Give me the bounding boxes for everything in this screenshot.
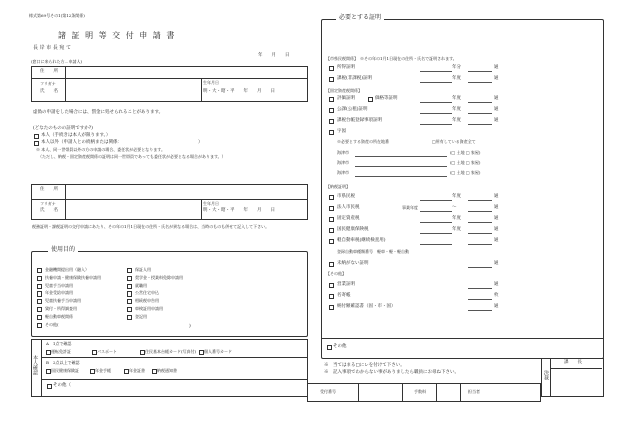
cert-count-label: 通 [494, 118, 499, 123]
cert-count-field[interactable] [468, 124, 492, 125]
usage-checkbox[interactable] [37, 315, 42, 320]
lot-address-field[interactable] [355, 156, 447, 157]
cert-count-field[interactable] [468, 310, 492, 311]
cert-label: 未納がない証明 [337, 261, 369, 266]
cert-count-field[interactable] [468, 233, 492, 234]
identity-other-checkbox[interactable] [47, 384, 52, 389]
cert-checkbox[interactable] [329, 108, 334, 113]
cert-label: 評価証明 [337, 96, 355, 101]
identity-a-option-label: 住民基本台帳カード(写真付) [145, 349, 197, 354]
cert-year-field[interactable] [420, 102, 452, 103]
cert-unit-label: 年度 [452, 118, 461, 123]
applicant-address-label: 住 所 [40, 69, 58, 74]
usage-other-close: ) [189, 324, 191, 329]
cert-checkbox[interactable] [329, 195, 334, 200]
applicant-table [31, 66, 308, 102]
cert-checkbox[interactable] [329, 262, 334, 267]
identity-b-label: B 2点以上で確認 [46, 360, 80, 365]
receipt-number-label: 受付番号 [320, 389, 336, 394]
usage-option-label: 公営住宅申込 [135, 290, 159, 296]
map-label: 字図 [337, 129, 346, 134]
usage-option-label: 児童扶養手当申請用 [45, 298, 81, 304]
cert-year-field[interactable] [420, 71, 452, 72]
subject-dob-value[interactable]: 明・大・昭・平 年 月 日 [203, 208, 275, 213]
cert-label: 課税台帳登録事項証明 [337, 118, 382, 123]
cert-unit-label: 年度 [452, 216, 461, 221]
target-other-checkbox[interactable] [34, 141, 39, 146]
subject-name-label: 氏 名 [40, 208, 58, 213]
usage-checkbox[interactable] [37, 307, 42, 312]
identity-side-label: 本人確認 [32, 355, 38, 375]
cert-count-label: 通 [494, 96, 499, 101]
cert-unit-label: 年度 [452, 96, 461, 101]
cert-count-label: 通 [494, 107, 499, 112]
usage-option-label: 就職用 [135, 282, 147, 288]
cert-year-field[interactable] [420, 233, 452, 234]
cert-checkbox[interactable] [329, 66, 334, 71]
map-note: ※必要とする資産の所在地番 [337, 139, 389, 144]
proxy-note-2: （ただし、納税・固定資産税関係の証明は同一世帯員であっても委任状が必要となる場合があります。） [38, 154, 226, 159]
target-question: (どなたのものの証明ですか?) [33, 126, 93, 131]
cert-count-field[interactable] [468, 102, 492, 103]
usage-option-label: 奨学金・授業料免除申請用 [135, 274, 183, 280]
applicant-furigana-label: フリガナ [40, 81, 56, 86]
usage-checkbox[interactable] [127, 276, 132, 281]
cert-sub-label: 価格等証明 [375, 96, 398, 101]
usage-checkbox[interactable] [127, 299, 132, 304]
cert-label: 法人市民税 [337, 205, 360, 210]
usage-purpose-title: 使用目的 [48, 247, 78, 253]
cert-checkbox[interactable] [329, 97, 334, 102]
cert-unit-label: 年度 [452, 227, 461, 232]
subject-dob-label: 生年月日 [203, 201, 219, 206]
cert-count-label: 通 [494, 65, 499, 70]
identity-a-label: A 1点で確認 [46, 341, 72, 346]
other-cert-label: その他 [333, 344, 347, 349]
kei-vehicle-label: 登録自動車種類番号 軽車・軽・軽自動 [337, 249, 409, 254]
subject-furigana-label: フリガナ [40, 201, 56, 206]
cert-label: 納付額確認書（固・市・国） [337, 304, 396, 309]
approval-label: 決裁 [543, 370, 549, 380]
asset-section-head: 【固定資産税関係】 [326, 88, 362, 93]
cert-year-field[interactable] [420, 244, 452, 245]
required-cert-title: 必要とする証明 [336, 15, 384, 21]
cert-count-label: 通 [494, 216, 499, 221]
lot-address-field[interactable] [355, 166, 447, 167]
cert-checkbox[interactable] [329, 283, 334, 288]
cert-year-field[interactable] [420, 211, 452, 212]
identity-other-label: その他（ [53, 383, 71, 388]
chief-label: 課 長 [564, 360, 582, 365]
cert-checkbox[interactable] [329, 119, 334, 124]
usage-option-label: 車検証用申請用 [135, 306, 163, 311]
usage-checkbox[interactable] [127, 291, 132, 296]
form-number: 様式第69号その1(第12条関係) [29, 13, 85, 18]
applicant-dob-label: 生年月日 [203, 80, 219, 85]
cert-count-field[interactable] [468, 288, 492, 289]
form-title: 諸 証 明 等 交 付 申 請 書 [58, 31, 176, 40]
lot-city-label: 海津市 [337, 160, 349, 165]
cert-count-label: 通 [494, 282, 499, 287]
usage-checkbox[interactable] [127, 315, 132, 320]
cert-checkbox[interactable] [329, 228, 334, 233]
cert-count-field[interactable] [468, 244, 492, 245]
footer-note-2: ※ 記入事項でわからない事がありましたら職員にお尋ね下さい。 [324, 370, 459, 375]
cert-count-field[interactable] [468, 200, 492, 201]
cert-count-label: 枚 [494, 293, 499, 298]
usage-option-label: 扶養申請・健康保険扶養申請用 [45, 274, 101, 280]
usage-checkbox[interactable] [37, 299, 42, 304]
usage-checkbox[interactable] [37, 276, 42, 281]
cert-label: 固定資産税 [337, 216, 360, 221]
cert-checkbox[interactable] [329, 239, 334, 244]
cert-count-label: 通 [494, 238, 499, 243]
cert-count-label: 通 [494, 227, 499, 232]
cert-count-field[interactable] [468, 211, 492, 212]
usage-option-label: 金融機関提出用（融入） [45, 267, 89, 272]
cert-count-field[interactable] [468, 222, 492, 223]
proxy-note: ※ 本人、同一世帯員以外の方の申請の場合、委任状が必要となります。 [36, 147, 165, 152]
cert-label: 公課(公租)証明 [337, 107, 368, 112]
cert-checkbox[interactable] [329, 294, 334, 299]
applicant-caption: (窓口に来られた方…申請人) [31, 59, 83, 64]
cert-checkbox[interactable] [329, 305, 334, 310]
usage-checkbox[interactable] [37, 268, 42, 273]
map-checkbox[interactable] [329, 130, 334, 135]
usage-option-label: 貸付・所得調査用 [45, 306, 77, 311]
usage-option-label: 軽自動車税関係 [45, 313, 73, 319]
footer-note-1: ※ 当てはまる□にレを付けて下さい。 [324, 363, 405, 368]
identity-b-option-label: 国民健康保険証 [51, 368, 79, 373]
target-self-checkbox[interactable] [34, 134, 39, 139]
identity-a-option-label: 運転免許証 [51, 349, 71, 354]
usage-checkbox[interactable] [127, 268, 132, 273]
usage-checkbox[interactable] [37, 291, 42, 296]
cert-count-field[interactable] [468, 113, 492, 114]
cert-unit-label: 〜 [452, 205, 457, 210]
cert-year-field[interactable] [420, 200, 452, 201]
cert-mid-label: 事業年度 [402, 205, 418, 210]
identity-b-option-label: 納税通知書 [157, 368, 177, 373]
usage-option-label: 保証人用 [135, 267, 151, 272]
fee-label: 手数料 [414, 389, 426, 394]
cert-checkbox[interactable] [329, 77, 334, 82]
staff-label: 担当者 [468, 389, 480, 394]
usage-checkbox[interactable] [127, 284, 132, 289]
cert-count-label: 通 [494, 261, 499, 266]
usage-option-label: その他( [45, 321, 59, 327]
cert-unit-label: 年分 [452, 65, 461, 70]
cert-unit-label: 年度 [452, 194, 461, 199]
cert-count-field[interactable] [468, 267, 492, 268]
applicant-dob-value[interactable]: 明・大・昭・平 年 月 日 [203, 89, 275, 94]
identity-b-option-label: 年金手帳 [95, 368, 111, 373]
lot-type-options: (□ 土地 □ 家屋) [450, 170, 481, 175]
usage-option-label: 相続税申告用 [135, 298, 159, 304]
tax-section-lead: 【市県民税関係】 ※その年の1月1日現在の住所・氏名で証明されます。 [326, 56, 457, 61]
cert-label: 名寄帳 [337, 293, 351, 298]
cert-sub-checkbox[interactable] [368, 97, 373, 102]
identity-a-option-label: パスポート [97, 349, 117, 354]
cert-label: 国民健康保険税 [337, 227, 369, 232]
target-self-label: 本人（手続きは本人が限ります。） [41, 133, 111, 138]
cert-label: 所得証明 [337, 65, 355, 70]
cert-count-field[interactable] [468, 71, 492, 72]
subject-note: 税務証明・課税証明の交付申請にあたり、その年の1月1日現在の住所・氏名が異なる場合は、当時のものも併せて記入して下さい。 [32, 224, 270, 229]
lot-type-options: (□ 土地 □ 家屋) [450, 160, 481, 165]
lot-city-label: 海津市 [337, 150, 349, 155]
subject-table [31, 184, 308, 220]
cert-year-field[interactable] [420, 113, 452, 114]
cert-year-field[interactable] [420, 124, 452, 125]
lot-city-label: 海津市 [337, 170, 349, 175]
cert-checkbox[interactable] [329, 217, 334, 222]
cert-count-field[interactable] [468, 299, 492, 300]
map-note-all: □所有している資産全て [432, 139, 476, 144]
target-other-label: 本人以外（申請人との続柄または関係： [41, 140, 122, 145]
cert-label: 営業証明 [337, 282, 355, 287]
target-other-close: ） [198, 140, 203, 145]
cert-label: 市県民税 [337, 194, 355, 199]
cert-checkbox[interactable] [329, 206, 334, 211]
usage-checkbox[interactable] [37, 323, 42, 328]
lot-type-options: (□ 土地 □ 家屋) [450, 150, 481, 155]
cert-unit-label: 年度 [452, 76, 461, 81]
lot-address-field[interactable] [355, 176, 447, 177]
cert-year-field[interactable] [420, 222, 452, 223]
usage-option-label: 児童手当申請用 [45, 282, 73, 288]
date-field[interactable]: 年 月 日 [258, 53, 290, 58]
cert-label: 軽自動車税(継続検査用) [337, 238, 386, 243]
tax-cert-section-head: 【納税証明】 [326, 184, 350, 189]
identity-a-option-label: 個人番号カード [204, 349, 232, 354]
cert-unit-label: 年度 [452, 107, 461, 112]
cert-year-field[interactable] [420, 82, 452, 83]
subject-address-label: 住 所 [40, 187, 58, 192]
cert-count-label: 通 [494, 194, 499, 199]
addressee: 長 岸 市 長 宛 て [33, 45, 71, 51]
false-application-notice: 虚偽の申請をした場合には、罰金に処せられることがあります。 [33, 110, 164, 115]
other-section-head: 【その他】 [326, 271, 346, 276]
cert-count-field[interactable] [468, 82, 492, 83]
cert-label: 課税(非課税)証明 [337, 76, 373, 81]
usage-option-label: 登記用 [135, 313, 147, 319]
other-cert-checkbox[interactable] [327, 345, 332, 350]
applicant-name-label: 氏 名 [40, 89, 58, 94]
usage-checkbox[interactable] [127, 307, 132, 312]
cert-count-label: 通 [494, 304, 499, 309]
usage-option-label: 年金受給申請用 [45, 290, 73, 296]
identity-b-option-label: 年金証書 [129, 368, 145, 373]
usage-checkbox[interactable] [37, 284, 42, 289]
cert-count-label: 通 [494, 76, 499, 81]
cert-count-label: 通 [494, 205, 499, 210]
